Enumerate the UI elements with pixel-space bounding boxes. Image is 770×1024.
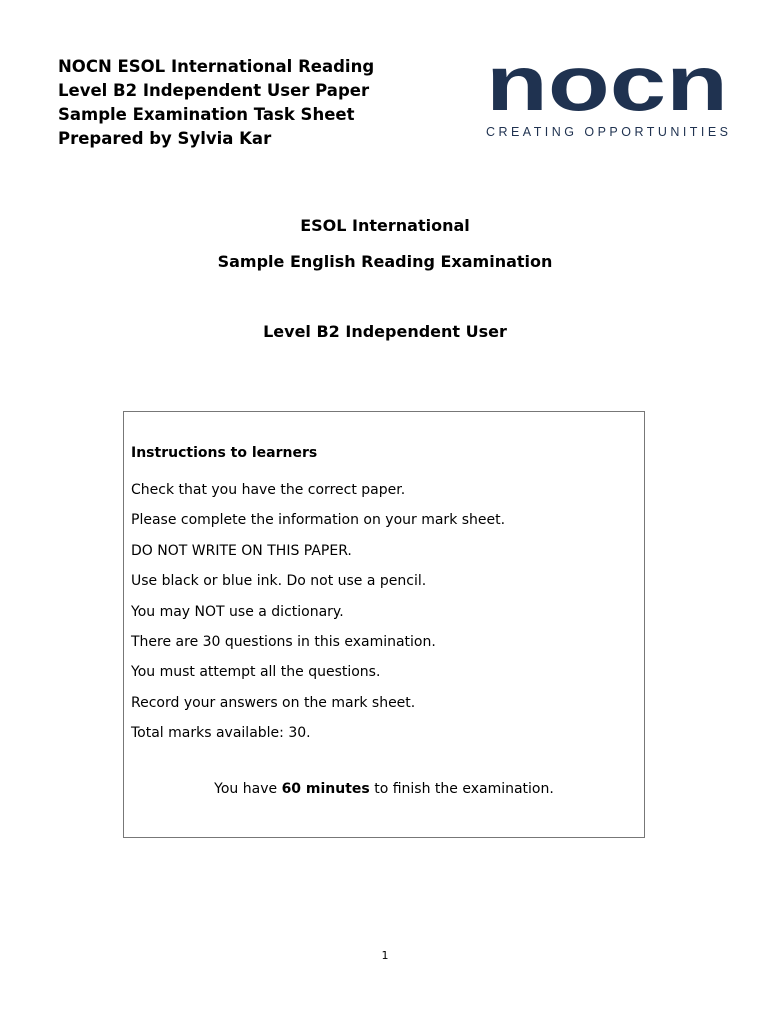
header-level: Level B2 Independent User Paper [58,81,370,100]
logo-tagline: CREATING OPPORTUNITIES [486,125,728,139]
logo-wordmark: nocn [486,52,728,127]
nocn-logo [482,52,732,142]
instructions-list [131,475,505,749]
instruction-item: There are 30 questions in this examination. [131,634,436,651]
instructions-box [123,411,645,838]
header-author: Prepared by Sylvia Kar [58,129,272,148]
exam-subtitle: Sample English Reading Examination [217,252,553,271]
time-limit-note [124,781,644,797]
header-subtitle: Sample Examination Task Sheet [58,105,355,124]
exam-level: Level B2 Independent User [263,322,507,341]
page-number: 1 [381,949,389,962]
instruction-item: Check that you have the correct paper. [131,482,406,498]
instruction-item: DO NOT WRITE ON THIS PAPER. [131,542,352,559]
time-prefix: You have [214,781,282,797]
instruction-item: Total marks available: 30. [131,725,311,742]
instruction-item: Please complete the information on your mark sheet. [131,512,506,529]
time-value: 60 minutes [281,781,370,797]
header-title: NOCN ESOL International Reading [58,57,375,76]
instruction-item: You may NOT use a dictionary. [131,603,344,620]
instruction-item: Use black or blue ink. Do not use a pencil. [131,573,427,590]
document-header [58,55,374,151]
instruction-item: You must attempt all the questions. [131,664,381,681]
instructions-heading: Instructions to learners [131,445,318,461]
exam-title: ESOL International [300,216,470,235]
time-suffix: to finish the examination. [369,781,554,797]
instruction-item: Record your answers on the mark sheet. [131,694,416,711]
